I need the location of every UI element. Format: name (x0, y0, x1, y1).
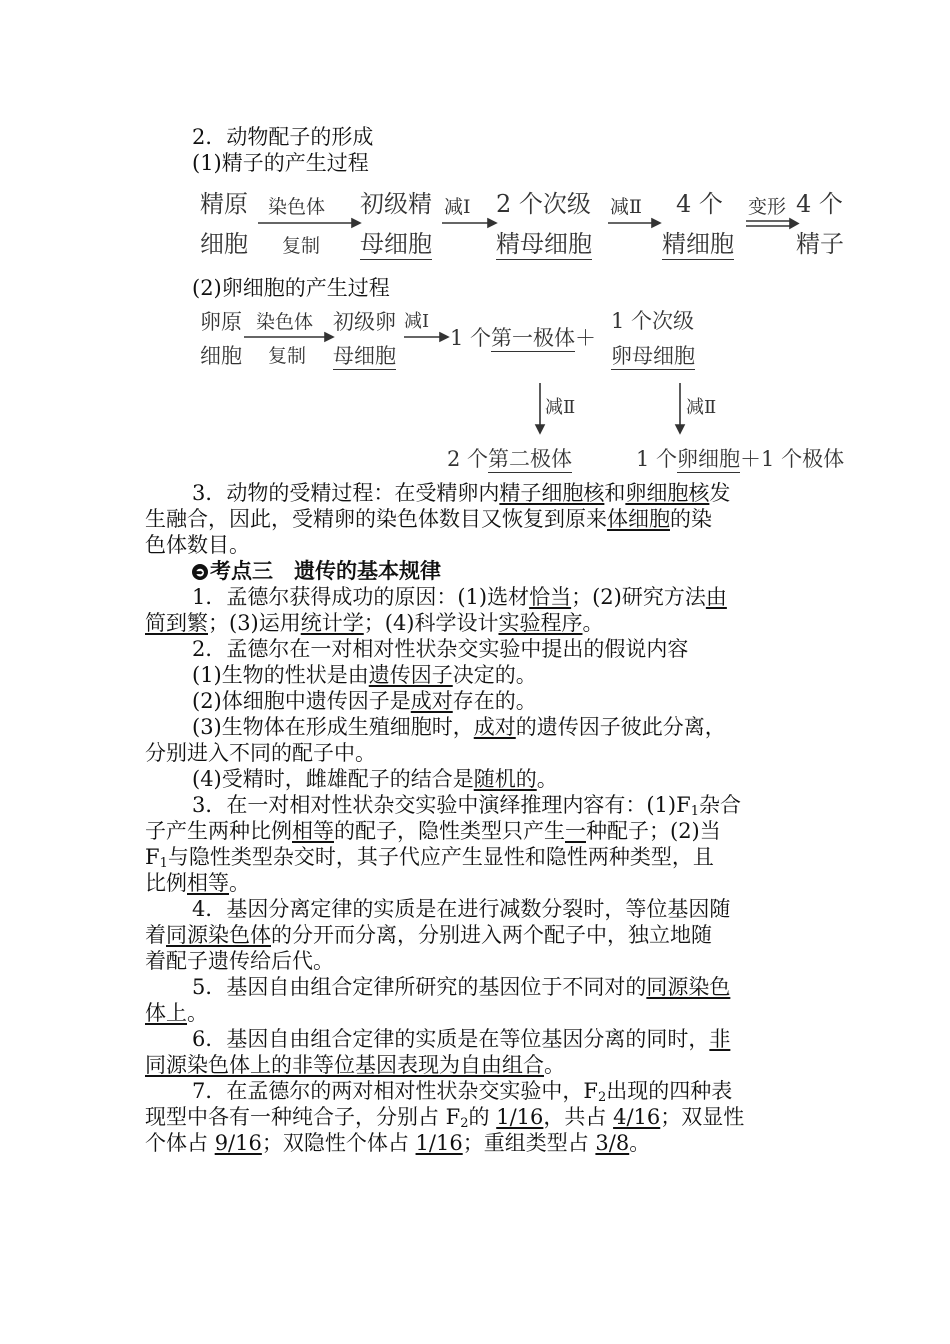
k3-line-4: 比例相等。 (145, 871, 250, 895)
sperm-node-3b: 精母细胞 (496, 230, 592, 258)
egg-node-4b: 卵母细胞 (611, 344, 695, 368)
egg-node-6: 1 个卵细胞＋1 个极体 (636, 447, 845, 471)
k2-title: 2．孟德尔在一对相对性状杂交实验中提出的假说内容 (192, 637, 689, 661)
k4-line-1: 4．基因分离定律的实质是在进行减数分裂时，等位基因随 (192, 897, 731, 921)
section-2-title: 2．动物配子的形成 (192, 125, 374, 149)
sperm-node-1b: 细胞 (200, 230, 248, 258)
sperm-node-5b: 精子 (796, 230, 844, 258)
k4-line-3: 着配子遗传给后代。 (145, 949, 334, 973)
circle-arrow-icon: ➲ (192, 564, 208, 580)
k6-line-2: 同源染色体上的非等位基因表现为自由组合。 (145, 1053, 565, 1077)
sperm-node-3a: 2 个次级 (496, 190, 591, 218)
k4-line-2: 着同源染色体的分开而分离，分别进入两个配子中，独立地随 (145, 923, 712, 947)
k5-line-2: 体上。 (145, 1001, 208, 1025)
egg-node-1a: 卵原 (200, 310, 242, 334)
p3-line-1: 3．动物的受精过程：在受精卵内精子细胞核和卵细胞核发 (192, 481, 731, 505)
k3-line-1: 3．在一对相对性状杂交实验中演绎推理内容有：$(1)F_1$杂合 (192, 793, 741, 819)
sperm-arrow-4-top: 变形 (748, 196, 787, 218)
egg-node-3: 1 个第一极体＋ (450, 326, 597, 350)
sperm-node-1a: 精原 (200, 190, 248, 218)
sperm-arrow-2-top: 减Ⅰ (444, 196, 471, 218)
egg-node-2b: 母细胞 (333, 344, 396, 368)
sperm-arrow-1-bottom: 复制 (282, 235, 321, 257)
egg-arrow-1-bottom: 复制 (268, 345, 307, 367)
sperm-node-2a: 初级精 (360, 190, 432, 218)
k1-line-2: 简到繁；(3)运用统计学；(4)科学设计实验程序。 (145, 611, 604, 635)
egg-arrow-1-top: 染色体 (256, 311, 314, 333)
k2-sub-4: (4)受精时，雌雄配子的结合是随机的。 (192, 767, 558, 791)
egg-node-1b: 细胞 (200, 344, 242, 368)
egg-node-5: 2 个第二极体 (447, 447, 573, 471)
egg-node-4a: 1 个次级 (611, 309, 695, 333)
egg-down-arrow-2-label: 减Ⅱ (686, 397, 717, 418)
p3-line-3: 色体数目。 (145, 533, 250, 557)
k3-line-3: $F_1$与隐性类型杂交时，其子代应产生显性和隐性两种类型，且 (145, 845, 714, 871)
egg-node-2a: 初级卵 (333, 310, 396, 334)
k2-sub-1: (1)生物的性状是由遗传因子决定的。 (192, 663, 537, 687)
sperm-arrow-1-top: 染色体 (268, 196, 326, 218)
k2-sub-2: (2)体细胞中遗传因子是成对存在的。 (192, 689, 537, 713)
egg-process-title: (2)卵细胞的产生过程 (192, 276, 390, 300)
k2-sub-3-cont: 分别进入不同的配子中。 (145, 741, 376, 765)
sperm-arrow-3-top: 减Ⅱ (610, 196, 642, 218)
sperm-node-4b: 精细胞 (662, 230, 734, 258)
k2-sub-3: (3)生物体在形成生殖细胞时，成对的遗传因子彼此分离， (192, 715, 726, 739)
egg-arrow-2-top: 减Ⅰ (404, 311, 430, 332)
k7-line-2: 现型中各有一种纯合子，分别占 $F_2$的 1/16，共占 4/16；双显性 (145, 1105, 745, 1131)
k1-line-1: 1．孟德尔获得成功的原因：(1)选材恰当；(2)研究方法由 (192, 585, 727, 609)
kp3-heading: ➲ 考点三 遗传的基本规律 (192, 558, 810, 584)
egg-down-arrow-1-label: 减Ⅱ (545, 397, 576, 418)
sperm-process-title: (1)精子的产生过程 (192, 151, 369, 175)
diagram-arrows (0, 0, 950, 480)
k5-line-1: 5．基因自由组合定律所研究的基因位于不同对的同源染色 (192, 975, 731, 999)
sperm-node-4a: 4 个 (676, 190, 723, 218)
k3-line-2: 子产生两种比例相等的配子，隐性类型只产生一种配子；(2)当 (145, 819, 721, 843)
sperm-node-2b: 母细胞 (360, 230, 432, 258)
k7-line-3: 个体占 9/16；双隐性个体占 1/16；重组类型占 3/8。 (145, 1131, 651, 1155)
k7-line-1: 7．在孟德尔的两对相对性状杂交实验中，$F_2$出现的四种表 (192, 1079, 733, 1105)
p3-line-2: 生融合，因此，受精卵的染色体数目又恢复到原来体细胞的染 (145, 507, 712, 531)
k6-line-1: 6．基因自由组合定律的实质是在等位基因分离的同时，非 (192, 1027, 731, 1051)
sperm-node-5a: 4 个 (796, 190, 843, 218)
